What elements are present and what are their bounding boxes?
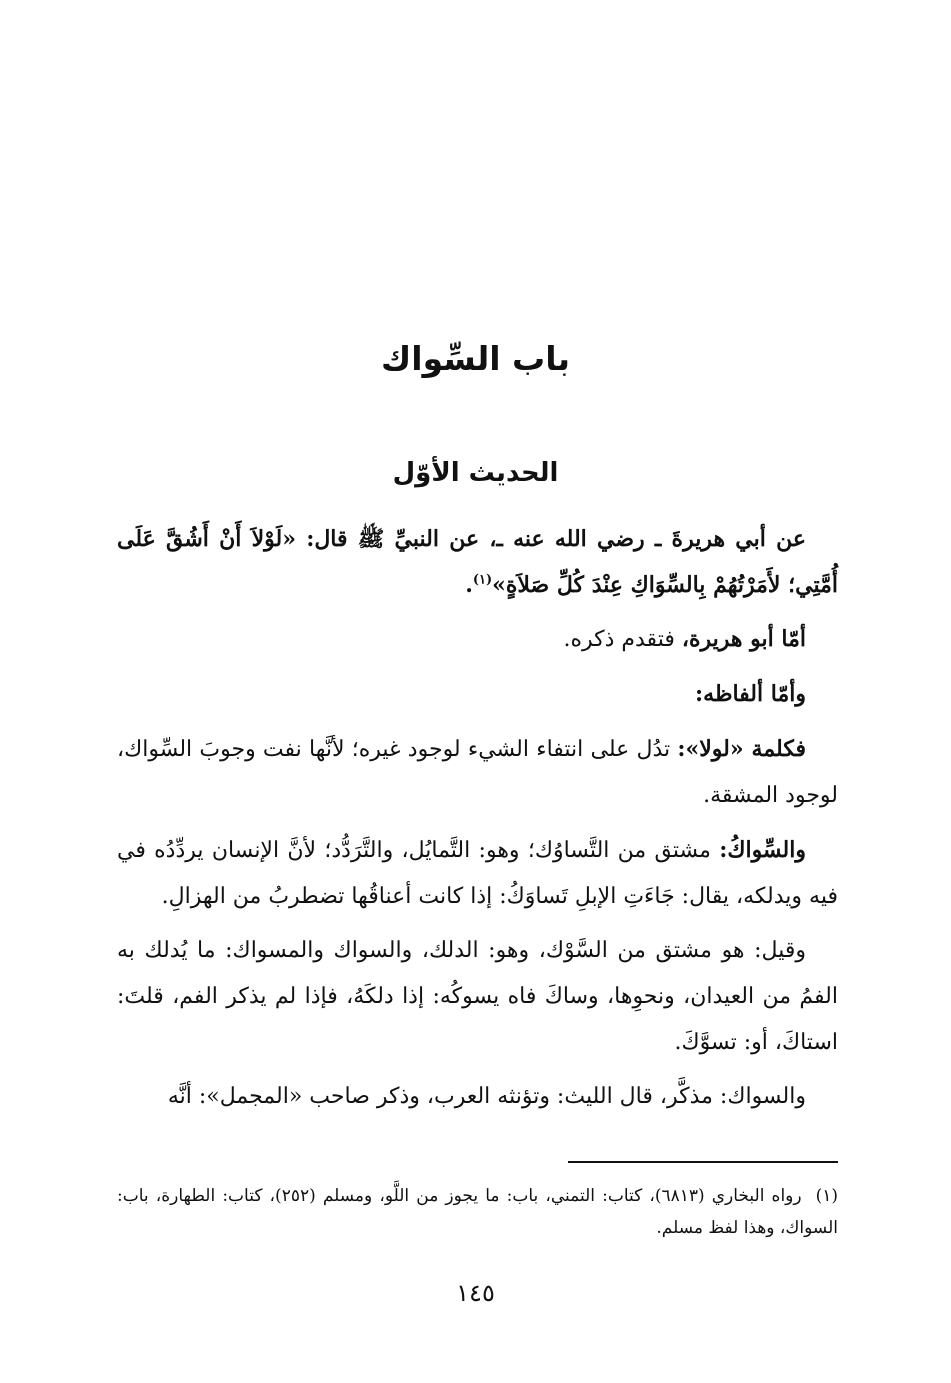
- main-text: [117, 516, 838, 1128]
- paragraph-rest: فتقدم ذكره.: [563, 627, 682, 652]
- hadith-quote: «لَوْلاَ أَنْ أَشُقَّ عَلَى أُمَّتِي؛ لأَمَرْتُهُمْ بِالسِّوَاكِ عِنْدَ كُلِّ صَلاَةٍ»: [117, 526, 838, 598]
- page-number: ١٤٥: [456, 1279, 495, 1307]
- paragraph-gender: والسواك: مذكَّر، قال الليث: وتؤنثه العرب، وذكر صاحب «المجمل»: أنَّه: [167, 1084, 806, 1109]
- paragraph-words-heading: [117, 671, 838, 718]
- footnote-divider: [568, 1161, 838, 1163]
- paragraph-lead: وأمّا ألفاظه:: [695, 681, 806, 707]
- section-title: الحديث الأوّل: [392, 458, 559, 488]
- hadith-end: .: [465, 572, 473, 598]
- paragraph-siwak-definition: [117, 827, 838, 920]
- paragraph-rest: مشتق من التَّساوُك؛ وهو: التَّمايُل، والتَّرَدُّد؛ لأنَّ الإنسان يردِّدُه في فيه ويدلكه، يقال: جَاءَتِ الإبلِ تَساوَكُ: إذا كانت أعناقُها تضطربُ من الهزالِ.: [117, 838, 838, 909]
- footnote-reference: (١): [472, 572, 493, 588]
- footnote-text: رواه البخاري (٦٨١٣)، كتاب: التمني، باب: ما يجوز من اللَّو، ومسلم (٢٥٢)، كتاب: الطهارة، باب: السواك، وهذا لفظ مسلم.: [117, 1186, 838, 1238]
- paragraph-rest: تدُل على انتفاء الشيء لوجود غيره؛ لأنَّها نفت وجوبَ السِّواك، لوجود المشقة.: [117, 737, 838, 808]
- paragraph-lawla: [117, 726, 838, 819]
- paragraph-another-opinion: وقيل: هو مشتق من السَّوْك، وهو: الدلك، والسواك والمسواك: ما يُدلك به الفمُ من العيدان، ونحوِها، وساكَ فاه يسوكُه: إذا دلكَهُ، فإذا لم يذكر الفم، قلتَ: استاكَ، أو: تسوَّكَ.: [117, 938, 838, 1055]
- footnote: [117, 1180, 838, 1244]
- paragraph-abu-hurairah: [117, 616, 838, 663]
- chapter-title: باب السِّواك: [381, 339, 570, 378]
- paragraph-lead: والسِّواكُ:: [719, 837, 806, 863]
- paragraph-lead: فكلمة «لولا»:: [677, 736, 806, 762]
- hadith-paragraph: [117, 516, 838, 608]
- paragraph-lead: أمّا أبو هريرة،: [681, 626, 806, 652]
- hadith-intro: عن أبي هريرةَ ـ رضي الله عنه ـ، عن النبيِّ ﷺ قال:: [306, 526, 806, 552]
- footnote-number: (١): [815, 1186, 839, 1206]
